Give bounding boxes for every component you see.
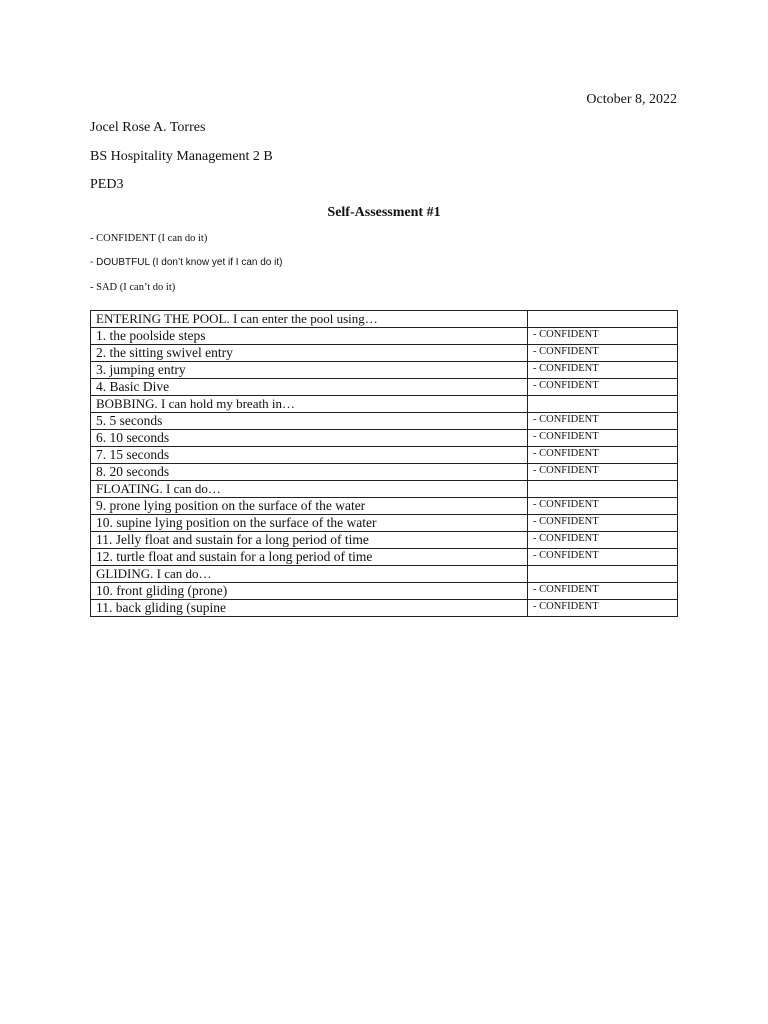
assessment-table	[90, 310, 678, 617]
table-row	[91, 464, 678, 481]
table-row	[91, 498, 678, 515]
rating-cell: - CONFIDENT	[528, 328, 678, 345]
skill-cell: 9. prone lying position on the surface of the water	[91, 498, 528, 515]
rating-cell: - CONFIDENT	[528, 413, 678, 430]
skill-cell: 6. 10 seconds	[91, 430, 528, 447]
assessment-table-body	[91, 311, 678, 617]
section-header-row	[91, 396, 678, 413]
course: BS Hospitality Management 2 B	[90, 149, 273, 164]
skill-cell: 4. Basic Dive	[91, 379, 528, 396]
skill-cell: 7. 15 seconds	[91, 447, 528, 464]
rating-cell: - CONFIDENT	[528, 583, 678, 600]
section-header-cell: GLIDING. I can do…	[91, 566, 528, 583]
rating-cell	[528, 396, 678, 413]
section-header-row	[91, 311, 678, 328]
skill-cell: 5. 5 seconds	[91, 413, 528, 430]
table-row	[91, 413, 678, 430]
rating-cell: - CONFIDENT	[528, 447, 678, 464]
rating-cell: - CONFIDENT	[528, 362, 678, 379]
section-header-row	[91, 481, 678, 498]
table-row	[91, 600, 678, 617]
rating-cell	[528, 566, 678, 583]
rating-cell: - CONFIDENT	[528, 379, 678, 396]
rating-cell: - CONFIDENT	[528, 515, 678, 532]
skill-cell: 3. jumping entry	[91, 362, 528, 379]
section-header-row	[91, 566, 678, 583]
table-row	[91, 583, 678, 600]
rating-cell: - CONFIDENT	[528, 600, 678, 617]
table-row	[91, 345, 678, 362]
legend-doubtful: - DOUBTFUL (I don’t know yet if I can do it)	[90, 257, 283, 268]
rating-cell: - CONFIDENT	[528, 532, 678, 549]
section-header-cell: FLOATING. I can do…	[91, 481, 528, 498]
subject: PED3	[90, 177, 124, 192]
skill-cell: 11. Jelly float and sustain for a long period of time	[91, 532, 528, 549]
table-row	[91, 362, 678, 379]
rating-cell	[528, 481, 678, 498]
skill-cell: 11. back gliding (supine	[91, 600, 528, 617]
skill-cell: 12. turtle float and sustain for a long period of time	[91, 549, 528, 566]
section-header-cell: ENTERING THE POOL. I can enter the pool using…	[91, 311, 528, 328]
skill-cell: 10. front gliding (prone)	[91, 583, 528, 600]
table-row	[91, 328, 678, 345]
table-row	[91, 447, 678, 464]
rating-cell: - CONFIDENT	[528, 549, 678, 566]
section-header-cell: BOBBING. I can hold my breath in…	[91, 396, 528, 413]
table-row	[91, 549, 678, 566]
rating-cell	[528, 311, 678, 328]
legend-confident: - CONFIDENT (I can do it)	[90, 233, 208, 244]
rating-cell: - CONFIDENT	[528, 464, 678, 481]
student-name: Jocel Rose A. Torres	[90, 120, 206, 135]
table-row	[91, 515, 678, 532]
table-row	[91, 379, 678, 396]
document-title: Self-Assessment #1	[327, 205, 441, 220]
skill-cell: 8. 20 seconds	[91, 464, 528, 481]
legend-sad: - SAD (I can’t do it)	[90, 282, 176, 293]
date: October 8, 2022	[586, 92, 677, 107]
skill-cell: 2. the sitting swivel entry	[91, 345, 528, 362]
table-row	[91, 430, 678, 447]
rating-cell: - CONFIDENT	[528, 498, 678, 515]
rating-cell: - CONFIDENT	[528, 345, 678, 362]
table-row	[91, 532, 678, 549]
skill-cell: 10. supine lying position on the surface of the water	[91, 515, 528, 532]
skill-cell: 1. the poolside steps	[91, 328, 528, 345]
rating-cell: - CONFIDENT	[528, 430, 678, 447]
